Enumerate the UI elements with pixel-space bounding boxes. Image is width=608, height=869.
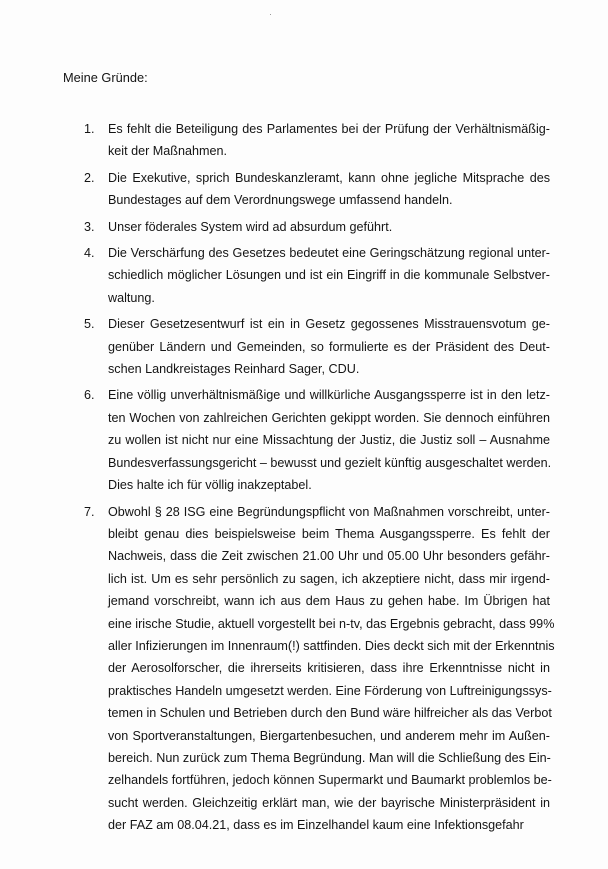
reason-text-line: schiedlich möglicher Lösungen und ist ein Eingriff in die kommunale Selbstver- — [108, 268, 550, 283]
reason-number: 4. — [84, 246, 95, 261]
reason-text-line: lich ist. Um es sehr persönlich zu sagen, ich akzeptiere nicht, dass mir irgend- — [108, 571, 550, 586]
reason-text-line: sucht werden. Gleichzeitig erklärt man, wie der bayrische Ministerpräsident in — [108, 795, 550, 810]
reason-item — [0, 501, 608, 837]
reason-text-line: bleibt genau dies beispielsweise beim Thema Ausgangssperre. Es fehlt der — [108, 526, 550, 541]
reason-text-line: praktisches Handeln umgesetzt werden. Eine Förderung von Luftreinigungssys- — [108, 683, 552, 698]
reason-text-line: von Sportveranstaltungen, Biergartenbesuchen, und anderem mehr im Außen- — [108, 728, 550, 743]
reason-item — [0, 216, 608, 238]
reason-text-line: der Aerosolforscher, die ihrerseits kritisieren, dass ihre Erkenntnisse nicht in — [108, 661, 550, 676]
reason-text-line: jemand vorschreibt, wann ich aus dem Haus zu gehen habe. Im Übrigen hat — [108, 594, 550, 609]
reason-text-line: Es fehlt die Beteiligung des Parlamentes bei der Prüfung der Verhältnismäßig- — [108, 122, 550, 136]
reason-text-line: Dieser Gesetzesentwurf ist ein in Gesetz gegossenes Misstrauensvotum ge- — [108, 317, 550, 332]
reason-text-line: Eine völlig unverhältnismäßige und willkürliche Ausgangssperre ist in den letz- — [108, 388, 550, 403]
reason-text-line: Obwohl § 28 ISG eine Begründungspflicht von Maßnahmen vorschreibt, unter- — [108, 504, 550, 519]
reason-number: 6. — [84, 388, 95, 403]
reason-item — [0, 384, 608, 496]
reason-text-line: Die Exekutive, sprich Bundeskanzleramt, kann ohne jegliche Mitsprache des — [108, 170, 550, 185]
reason-item — [0, 242, 608, 309]
reason-text-line: keit der Maßnahmen. — [108, 144, 227, 159]
reasons-list — [0, 118, 608, 841]
reason-text-line: Bundestages auf dem Verordnungswege umfassend handeln. — [108, 193, 453, 208]
reason-text-line: temen in Schulen und Betrieben durch den Bund wäre hilfreicher als das Verbot — [108, 706, 552, 721]
reason-text-line: schen Landkreistages Reinhard Sager, CDU. — [108, 362, 360, 377]
reason-item — [0, 167, 608, 212]
section-heading: Meine Gründe: — [63, 70, 148, 85]
reason-text-line: aller Infizierungen im Innenraum(!) sattfinden. Dies deckt sich mit der Erkenntnis — [108, 638, 555, 653]
reason-text-line: ten Wochen von zahlreichen Gerichten gekippt worden. Sie dennoch einführen — [108, 410, 550, 425]
reason-text-line: Bundesverfassungsgericht – bewusst und gezielt künftig ausgeschaltet werden. — [108, 455, 552, 470]
scan-speck — [270, 14, 271, 15]
reason-text-line: Dies halte ich für völlig inakzeptabel. — [108, 478, 312, 493]
reason-text-line: genüber Ländern und Gemeinden, so formulierte es der Präsident des Deut- — [108, 339, 550, 354]
reason-text-line: Unser föderales System wird ad absurdum geführt. — [108, 219, 393, 234]
reason-number: 3. — [84, 219, 95, 234]
reason-text-line: waltung. — [108, 290, 155, 305]
reason-number: 2. — [84, 170, 95, 185]
reason-number: 7. — [84, 504, 95, 519]
reason-text-line: Die Verschärfung des Gesetzes bedeutet eine Geringschätzung regional unter- — [108, 246, 550, 261]
reason-text-line: bereich. Nun zurück zum Thema Begründung. Man will die Schließung des Ein- — [108, 750, 551, 765]
reason-number: 1. — [84, 122, 95, 136]
reason-text-line: der FAZ am 08.04.21, dass es im Einzelhandel kaum eine Infektionsgefahr — [108, 818, 524, 833]
reason-item — [0, 313, 608, 380]
reason-text-line: zelhandels fortführen, jedoch können Supermarkt und Baumarkt problemlos be- — [108, 773, 552, 788]
reason-number: 5. — [84, 317, 95, 332]
reason-text-line: zu wollen ist nicht nur eine Missachtung der Justiz, die Justiz soll – Ausnahme — [108, 433, 550, 448]
reason-text-line: eine irische Studie, aktuell vorgestellt bei n-tv, das Ergebnis gebracht, dass 99% — [108, 616, 555, 631]
reason-text-line: Nachweis, dass die Zeit zwischen 21.00 Uhr und 05.00 Uhr besonders gefähr- — [108, 549, 550, 564]
reason-item — [0, 118, 608, 163]
